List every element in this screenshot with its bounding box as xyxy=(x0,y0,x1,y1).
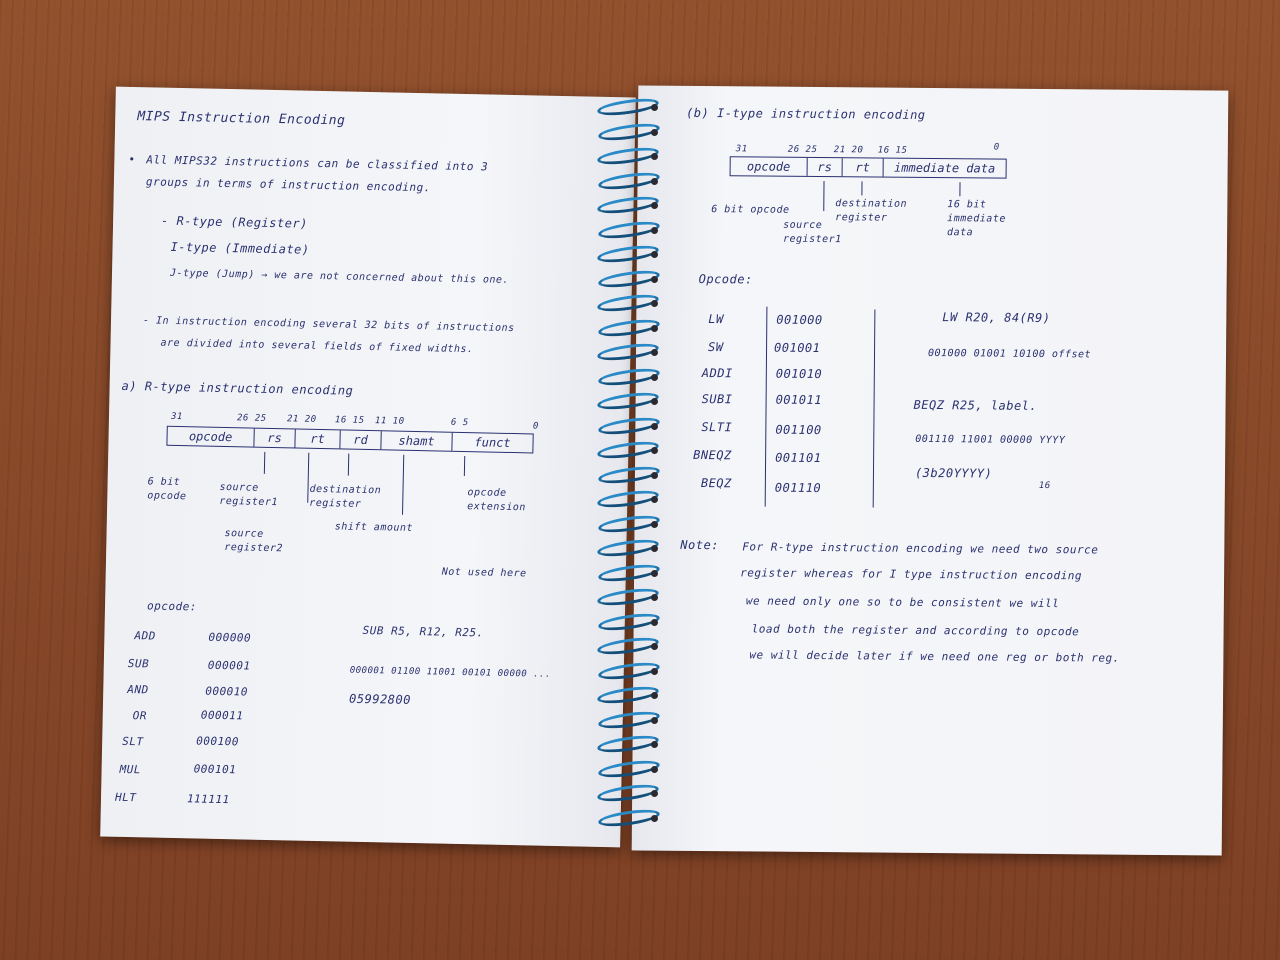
opcode-code: 000100 xyxy=(196,734,240,749)
arrow-funct xyxy=(464,456,465,476)
example-beqz-base: 16 xyxy=(1038,480,1051,492)
label-source-register2: source register2 xyxy=(224,528,284,555)
opcode-name: BNEQZ xyxy=(693,447,732,463)
label-opcode-extension: opcode extension xyxy=(467,487,526,514)
bit-number: 26 25 xyxy=(787,144,818,156)
opcode-name: SLT xyxy=(122,734,144,749)
opcode-code: 001101 xyxy=(775,450,822,466)
arrow-rt xyxy=(861,181,862,195)
note-line-1: - In instruction encoding several 32 bits of instructions xyxy=(142,315,515,335)
example-beqz-hex: (3b20YYYY) xyxy=(914,465,993,481)
bit-number: 6 5 xyxy=(450,417,469,429)
opcode-code: 001110 xyxy=(774,480,822,496)
note-line: we will decide later if we need one reg or both reg. xyxy=(749,648,1120,665)
example-beqz: BEQZ R25, label. xyxy=(913,397,1038,413)
label-source-register1: source register1 xyxy=(219,481,279,509)
binding-hole xyxy=(651,668,658,675)
binding-hole xyxy=(651,153,658,160)
label-destination-register: destination register xyxy=(309,483,382,510)
opcode-name: HLT xyxy=(114,790,137,805)
arrow-rs xyxy=(264,452,265,474)
bit-number: 0 xyxy=(532,421,539,432)
binding-hole xyxy=(651,104,658,111)
opcode-table-header: opcode: xyxy=(146,599,198,614)
binding-hole xyxy=(651,423,658,430)
bit-number: 21 20 xyxy=(833,145,864,156)
section-a-heading: a) R-type instruction encoding xyxy=(121,378,354,398)
arrow-rs xyxy=(823,181,824,211)
binding-hole xyxy=(651,594,658,601)
binding-hole xyxy=(651,300,658,307)
opcode-code: 000011 xyxy=(200,708,244,723)
field-rs: rs xyxy=(808,158,843,176)
note-line: we need only one so to be consistent we will xyxy=(745,594,1060,611)
opcode-name: AND xyxy=(127,683,149,697)
opcode-name: ADDI xyxy=(701,366,733,381)
binding-hole xyxy=(651,349,658,356)
binding-hole xyxy=(651,398,658,405)
field-rs: rs xyxy=(254,429,295,448)
opcode-code: 001000 xyxy=(776,312,823,328)
binding-hole xyxy=(651,717,658,724)
label-destination-register: destination register xyxy=(835,198,908,224)
example-beqz-bits: 001110 11001 00000 YYYY xyxy=(915,433,1066,447)
opcode-code: 001011 xyxy=(775,392,823,408)
label-source-register1: source register1 xyxy=(782,219,842,246)
opcode-name: SLTI xyxy=(701,420,733,435)
opcode-name: SW xyxy=(708,340,724,355)
opcode-code: 001100 xyxy=(775,422,822,438)
arrow-rd xyxy=(348,454,349,476)
field-opcode: opcode xyxy=(731,157,808,176)
label-shift-amount: shift amount xyxy=(334,521,414,534)
field-rt: rt xyxy=(843,158,884,176)
binding-hole xyxy=(651,815,658,822)
r-type-item: - R-type (Register) xyxy=(160,213,309,231)
binding-hole xyxy=(651,545,658,552)
example-lw-bits: 001000 01001 10100 offset xyxy=(927,347,1092,361)
field-immediate: immediate data xyxy=(894,160,996,176)
binding-hole xyxy=(651,570,658,577)
binding-hole xyxy=(651,472,658,479)
opcode-code: 111111 xyxy=(186,792,230,807)
opcode-name: OR xyxy=(132,709,148,723)
bullet-dot: • xyxy=(128,152,136,167)
label-opcode: 6 bit opcode xyxy=(711,204,790,216)
bullet-text-line-2: groups in terms of instruction encoding. xyxy=(145,175,431,195)
spiral-binding xyxy=(585,100,675,850)
opcode-code: 001001 xyxy=(774,340,821,356)
page-title: MIPS Instruction Encoding xyxy=(137,109,346,129)
opcode-name: BEQZ xyxy=(700,476,732,491)
binding-hole xyxy=(651,496,658,503)
binding-hole xyxy=(651,129,658,136)
bit-number: 0 xyxy=(993,142,1000,153)
binding-hole xyxy=(651,202,658,209)
bit-number: 21 20 xyxy=(286,414,317,425)
opcode-code: 000000 xyxy=(208,630,252,645)
section-b-heading: (b) I-type instruction encoding xyxy=(686,105,926,122)
note-line: register whereas for I type instruction encoding xyxy=(740,566,1083,583)
arrow-imm xyxy=(959,182,960,196)
left-notebook-page xyxy=(100,87,636,848)
note-line: For R-type instruction encoding we need two source xyxy=(742,540,1099,557)
j-type-item: J-type (Jump) → we are not concerned about this one. xyxy=(169,267,510,286)
binding-hole xyxy=(651,692,658,699)
binding-hole xyxy=(651,521,658,528)
rtype-encoding-diagram xyxy=(166,426,533,454)
bit-number: 31 xyxy=(735,144,748,155)
field-shamt: shamt xyxy=(381,431,452,450)
binding-hole xyxy=(651,325,658,332)
field-opcode: opcode xyxy=(167,427,254,447)
binding-hole xyxy=(651,447,658,454)
bit-number: 26 25 xyxy=(236,413,267,424)
binding-hole xyxy=(651,178,658,185)
opcode-code: 000010 xyxy=(205,684,249,699)
binding-hole xyxy=(651,790,658,797)
field-rt: rt xyxy=(295,429,340,448)
bit-number: 31 xyxy=(170,411,183,423)
i-type-item: I-type (Immediate) xyxy=(170,239,310,257)
label-not-used: Not used here xyxy=(441,566,527,580)
right-notebook-page xyxy=(632,85,1229,855)
label-immediate-data: 16 bit immediate data xyxy=(947,199,1006,239)
opcode-name: SUB xyxy=(127,657,150,671)
opcode-code: 001010 xyxy=(775,366,823,382)
note-line: load both the register and according to opcode xyxy=(751,622,1080,639)
binding-hole xyxy=(651,741,658,748)
note-label: Note: xyxy=(680,537,720,553)
binding-hole xyxy=(651,766,658,773)
opcode-name: LW xyxy=(708,312,724,327)
binding-hole xyxy=(651,251,658,258)
binding-hole xyxy=(651,374,658,381)
note-line-2: are divided into several fields of fixed widths. xyxy=(160,337,474,356)
field-funct: funct xyxy=(474,435,511,450)
opcode-name: SUBI xyxy=(701,392,733,407)
field-rd: rd xyxy=(340,430,381,449)
opcode-code: 000101 xyxy=(193,762,237,777)
label-opcode: 6 bit opcode xyxy=(147,476,187,503)
opcode-table-header: Opcode: xyxy=(698,271,753,287)
itype-encoding-diagram xyxy=(730,156,1007,178)
binding-hole xyxy=(651,619,658,626)
opcode-table-divider-left xyxy=(765,307,768,507)
example-lw: LW R20, 84(R9) xyxy=(942,310,1051,326)
bullet-text-line-1: All MIPS32 instructions can be classified into 3 xyxy=(146,153,489,174)
bit-number: 16 15 xyxy=(877,145,908,156)
opcode-name: MUL xyxy=(119,762,142,777)
example-instruction: SUB R5, R12, R25. xyxy=(362,623,484,640)
binding-hole xyxy=(651,227,658,234)
example-bits: 000001 01100 11001 00101 00000 ... xyxy=(349,665,552,680)
bit-number: 11 10 xyxy=(374,416,405,427)
binding-hole xyxy=(651,643,658,650)
binding-hole xyxy=(651,276,658,283)
arrow-shamt xyxy=(402,455,404,515)
opcode-code: 000001 xyxy=(207,658,251,673)
opcode-table-divider-right xyxy=(873,310,876,508)
example-hex: 05992800 xyxy=(348,691,412,707)
opcode-name: ADD xyxy=(134,629,156,643)
bit-number: 16 15 xyxy=(334,415,365,426)
